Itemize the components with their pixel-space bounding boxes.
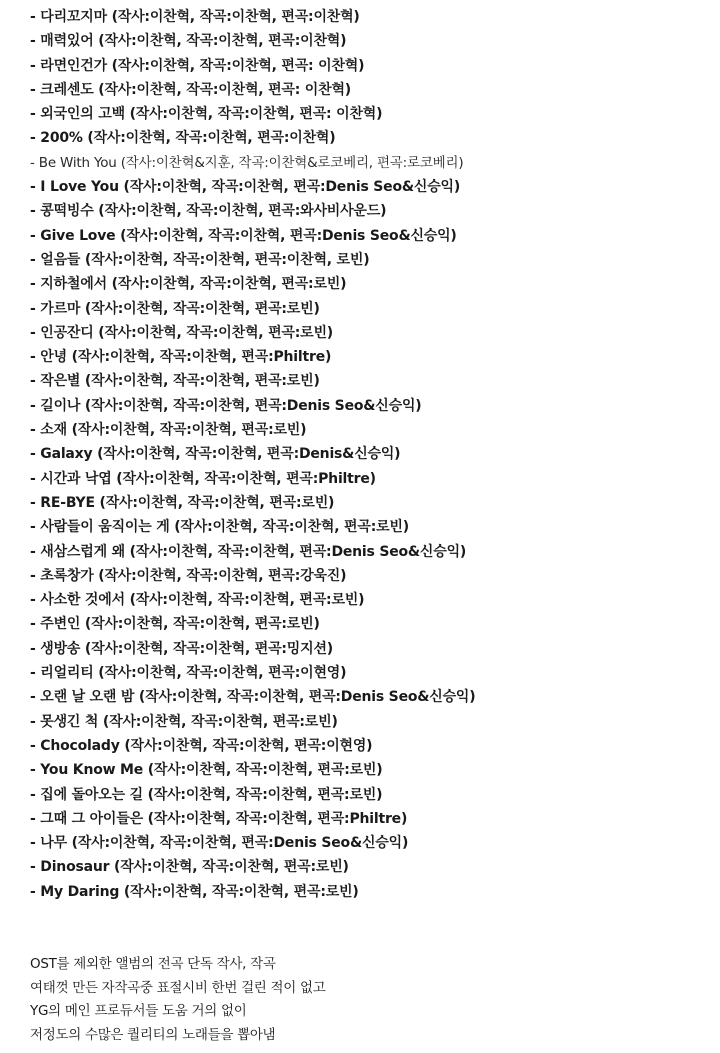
song-credit-line: - 주변인 (작사:이찬혁, 작곡:이찬혁, 편곡:로빈) — [30, 616, 320, 633]
song-credit-line: - 집에 돌아오는 길 (작사:이찬혁, 작곡:이찬혁, 편곡:로빈) — [30, 786, 383, 803]
song-credit-line: - 리얼리티 (작사:이찬혁, 작곡:이찬혁, 편곡:이현영) — [30, 665, 347, 682]
song-credit-line: - Dinosaur (작사:이찬혁, 작곡:이찬혁, 편곡:로빈) — [30, 859, 349, 876]
song-credit-line: - 오랜 날 오랜 밤 (작사:이찬혁, 작곡:이찬혁, 편곡:Denis Seo&신승익) — [30, 689, 476, 706]
song-credit-line: - 가르마 (작사:이찬혁, 작곡:이찬혁, 편곡:로빈) — [30, 300, 320, 317]
song-credit-line: - You Know Me (작사:이찬혁, 작곡:이찬혁, 편곡:로빈) — [30, 762, 383, 779]
song-credit-line: - 크레센도 (작사:이찬혁, 작곡:이찬혁, 편곡: 이찬혁) — [30, 81, 351, 98]
song-credit-line: - Be With You (작사:이찬혁&지훈, 작곡:이찬혁&로코베리, 편곡:로코베리) — [30, 154, 464, 171]
song-credit-line: - 인공잔디 (작사:이찬혁, 작곡:이찬혁, 편곡:로빈) — [30, 324, 333, 341]
song-credit-line: - 사소한 것에서 (작사:이찬혁, 작곡:이찬혁, 편곡:로빈) — [30, 592, 365, 609]
song-credit-line: - 다리꼬지마 (작사:이찬혁, 작곡:이찬혁, 편곡:이찬혁) — [30, 9, 360, 25]
song-credit-line: - 소재 (작사:이찬혁, 작곡:이찬혁, 편곡:로빈) — [30, 422, 307, 439]
song-credit-line: - 콩떡빙수 (작사:이찬혁, 작곡:이찬혁, 편곡:와사비사운드) — [30, 203, 387, 220]
song-credit-line: - 새삼스럽게 왜 (작사:이찬혁, 작곡:이찬혁, 편곡:Denis Seo&신승익) — [30, 543, 467, 560]
song-credit-line: - 그때 그 아이들은 (작사:이찬혁, 작곡:이찬혁, 편곡:Philtre) — [30, 810, 408, 827]
song-credit-line: - 라면인건가 (작사:이찬혁, 작곡:이찬혁, 편곡: 이찬혁) — [30, 57, 365, 74]
note-line: 저정도의 수많은 퀄리티의 노래들을 뽑아냄 — [30, 1026, 276, 1043]
song-credit-line: - My Daring (작사:이찬혁, 작곡:이찬혁, 편곡:로빈) — [30, 883, 359, 900]
song-credit-line: - 초록창가 (작사:이찬혁, 작곡:이찬혁, 편곡:강욱진) — [30, 567, 347, 584]
song-credit-line: - RE-BYE (작사:이찬혁, 작곡:이찬혁, 편곡:로빈) — [30, 494, 335, 511]
song-credit-line: - Galaxy (작사:이찬혁, 작곡:이찬혁, 편곡:Denis&신승익) — [30, 446, 401, 463]
song-credit-line: - 외국인의 고백 (작사:이찬혁, 작곡:이찬혁, 편곡: 이찬혁) — [30, 106, 383, 123]
song-credit-line: - I Love You (작사:이찬혁, 작곡:이찬혁, 편곡:Denis Seo&신승익) — [30, 179, 461, 196]
song-credit-line: - 시간과 낙엽 (작사:이찬혁, 작곡:이찬혁, 편곡:Philtre) — [30, 470, 376, 487]
note-line: 여태껏 만든 자작곡중 표절시비 한번 걸린 적이 없고 — [30, 979, 326, 996]
song-credit-line: - 작은별 (작사:이찬혁, 작곡:이찬혁, 편곡:로빈) — [30, 373, 320, 390]
song-credit-line: - 얼음들 (작사:이찬혁, 작곡:이찬혁, 편곡:이찬혁, 로빈) — [30, 251, 370, 268]
song-credit-line: - 안녕 (작사:이찬혁, 작곡:이찬혁, 편곡:Philtre) — [30, 349, 332, 366]
song-credit-line: - 사람들이 움직이는 게 (작사:이찬혁, 작곡:이찬혁, 편곡:로빈) — [30, 519, 409, 536]
song-credit-line: - Chocolady (작사:이찬혁, 작곡:이찬혁, 편곡:이현영) — [30, 737, 373, 754]
song-credit-line: - 지하철에서 (작사:이찬혁, 작곡:이찬혁, 편곡:로빈) — [30, 276, 347, 293]
song-credit-line: - 200% (작사:이찬혁, 작곡:이찬혁, 편곡:이찬혁) — [30, 130, 336, 147]
song-credit-line: - 나무 (작사:이찬혁, 작곡:이찬혁, 편곡:Denis Seo&신승익) — [30, 835, 409, 852]
song-credit-line: - 매력있어 (작사:이찬혁, 작곡:이찬혁, 편곡:이찬혁) — [30, 33, 347, 50]
song-credit-line: - 생방송 (작사:이찬혁, 작곡:이찬혁, 편곡:밍지션) — [30, 640, 333, 657]
commentary-notes — [30, 953, 710, 1047]
song-credit-line: - 못생긴 척 (작사:이찬혁, 작곡:이찬혁, 편곡:로빈) — [30, 713, 338, 730]
note-line: YG의 메인 프로듀서들 도움 거의 없이 — [30, 1003, 247, 1019]
song-credit-line: - 길이나 (작사:이찬혁, 작곡:이찬혁, 편곡:Denis Seo&신승익) — [30, 397, 422, 414]
note-line: OST를 제외한 앨범의 전곡 단독 작사, 작곡 — [30, 956, 276, 972]
song-credit-list — [30, 5, 720, 904]
song-credit-line: - Give Love (작사:이찬혁, 작곡:이찬혁, 편곡:Denis Seo&신승익) — [30, 227, 457, 244]
